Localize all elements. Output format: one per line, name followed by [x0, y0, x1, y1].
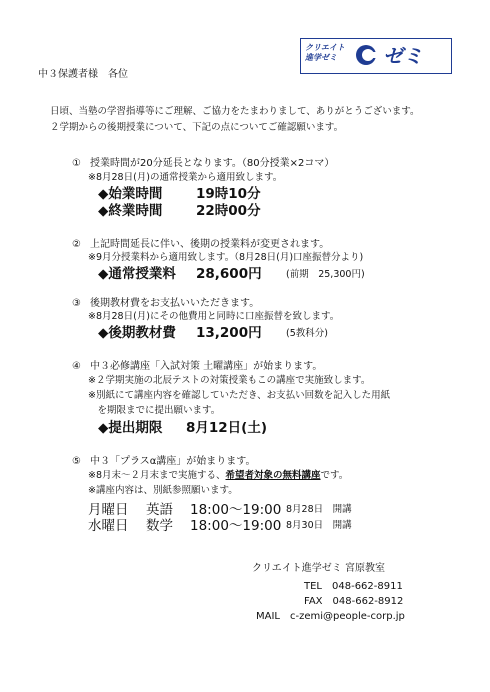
item4-value: 8月12日(土): [186, 420, 268, 436]
logo-line2: 進学ゼミ: [305, 53, 337, 62]
item4-title: 中３必修講座「入試対策 土曜講座」が始まります。: [90, 361, 323, 372]
item3-value: 13,200円: [196, 325, 262, 341]
greeting: 中３保護者様 各位: [38, 69, 128, 80]
schedule-row-1-day: 月曜日: [88, 502, 129, 518]
item2-value: 28,600円: [196, 266, 262, 282]
item1-num: ①: [72, 158, 81, 169]
item3-label: ◆後期教材費: [98, 325, 176, 341]
item2-num: ②: [72, 239, 81, 250]
logo-c-mark-icon: [355, 44, 377, 66]
intro-line-1: 日頃、当塾の学習指導等にご理解、ご協力をたまわりまして、ありがとうございます。: [50, 106, 420, 117]
item5-note-emphasis: 希望者対象の無料講座: [225, 470, 321, 481]
schedule-row-2-subject: 数学: [146, 518, 173, 534]
item3-num: ③: [72, 298, 81, 309]
item5-title: 中３「プラスα講座」が始まります。: [90, 456, 256, 467]
item2-note: ※9月分授業料から適用致します。（8月28日(月)口座振替分より): [88, 252, 364, 263]
item1-start-value: 19時10分: [196, 186, 261, 202]
schedule-row-1-start: 8月28日 開講: [286, 504, 352, 515]
footer-school: クリエイト進学ゼミ 宮原教室: [252, 563, 385, 574]
item3-extra: (5教科分): [286, 328, 328, 339]
item2-label: ◆通常授業料: [98, 266, 176, 282]
item1-title: 授業時間が20分延長となります。（80分授業×2コマ）: [90, 158, 335, 169]
item5-note-pre: ※8月末～２月末まで実施する、: [88, 470, 226, 481]
item3-note: ※8月28日(月)にその他費用と同時に口座振替を致します。: [88, 311, 340, 322]
item4-note-3: を期限までに提出願います。: [88, 405, 221, 416]
logo-zemi: ゼミ: [383, 44, 423, 68]
item2-extra: (前期 25,300円): [286, 269, 365, 280]
item4-note-2: ※別紙にて講座内容を確認していただき、お支払い回数を記入した用紙: [88, 390, 391, 401]
schedule-row-2-start: 8月30日 開講: [286, 520, 352, 531]
footer-fax: FAX 048-662-8912: [304, 596, 404, 607]
item5-note2: ※講座内容は、別紙参照願います。: [88, 485, 238, 496]
item1-end-label: ◆終業時間: [98, 203, 163, 219]
item5-note-post: です。: [320, 470, 349, 481]
item1-end-value: 22時00分: [196, 203, 261, 219]
item4-num: ④: [72, 361, 81, 372]
item5-num: ⑤: [72, 456, 81, 467]
item1-note: ※8月28日(月)の通常授業から適用致します。: [88, 172, 283, 183]
item4-note-1: ※２学期実施の北辰テストの対策授業もこの講座で実施致します。: [88, 375, 371, 386]
schedule-row-2-time: 18:00～19:00: [190, 518, 282, 534]
item5-note: [88, 470, 348, 482]
footer-mail: MAIL c-zemi@people-corp.jp: [256, 611, 405, 622]
footer-tel: TEL 048-662-8911: [304, 581, 403, 592]
item1-start-label: ◆始業時間: [98, 186, 163, 202]
item3-title: 後期教材費をお支払いいただきます。: [90, 298, 260, 309]
logo: [300, 38, 452, 74]
item2-title: 上記時間延長に伴い、後期の授業料が変更されます。: [90, 239, 330, 250]
logo-line1: クリエイト: [305, 43, 345, 52]
schedule-row-2-day: 水曜日: [88, 518, 129, 534]
logo-text: [305, 43, 345, 63]
item4-label: ◆提出期限: [98, 420, 163, 436]
intro-line-2: ２学期からの後期授業について、下記の点についてご確認願います。: [50, 122, 344, 133]
schedule-row-1-time: 18:00～19:00: [190, 502, 282, 518]
schedule-row-1-subject: 英語: [146, 502, 173, 518]
